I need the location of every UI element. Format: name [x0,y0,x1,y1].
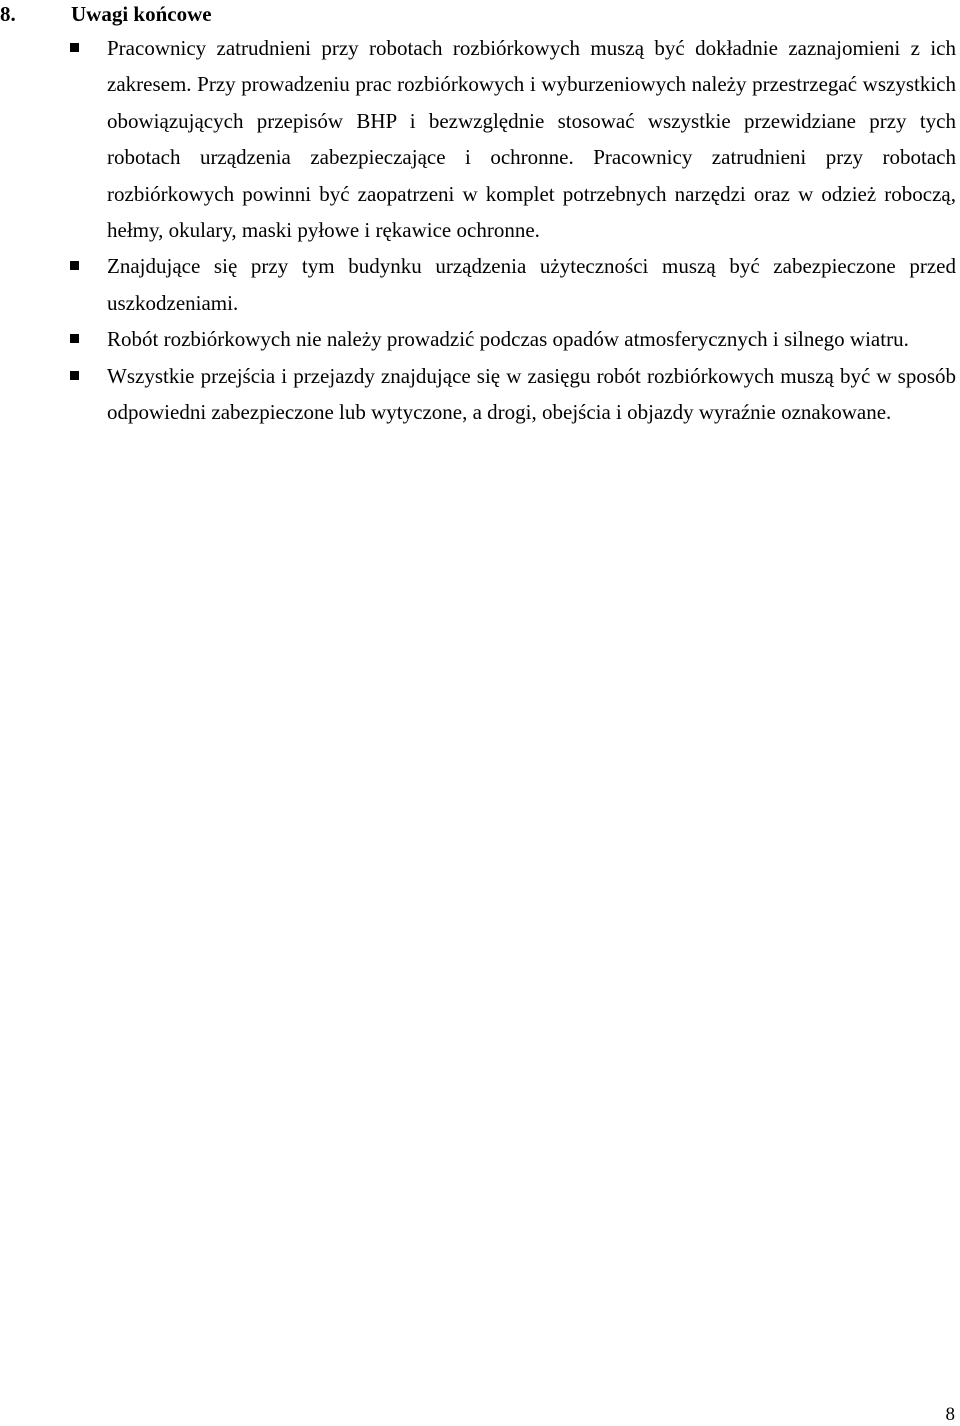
list-item [107,358,956,431]
list-item [107,30,956,248]
square-bullet-icon [70,261,79,270]
square-bullet-icon [70,334,79,343]
list-item-text: Wszystkie przejścia i przejazdy znajdujące się w zasięgu robót rozbiórkowych muszą być w sposób odpowiedni zabezpieczone lub wytyczone, a drogi, obejścia i objazdy wyraźnie oznakowane. [107,363,956,425]
list-item-text: Pracownicy zatrudnieni przy robotach rozbiórkowych muszą być dokładnie zaznajomieni z ich zakresem. Przy prowadzeniu prac rozbiórkowych i wyburzeniowych należy przestrzegać wszystkich obowiązujących przepisów BHP i bezwzględnie stosować wszystkie przewidziane przy tych robotach urządzenia zabezpieczające i ochronne. Pracownicy zatrudnieni przy robotach rozbiórkowych powinni być zaopatrzeni w komplet potrzebnych narzędzi oraz w odzież roboczą, hełmy, okulary, maski pyłowe i rękawice ochronne. [107,36,956,243]
square-bullet-icon [70,43,79,52]
page-number: 8 [945,1404,955,1425]
list-item-text: Robót rozbiórkowych nie należy prowadzić podczas opadów atmosferycznych i silnego wiatru. [107,327,909,352]
list-item [107,321,956,357]
section-number: 8. [0,2,16,26]
bullet-list [107,30,956,430]
list-item-text: Znajdujące się przy tym budynku urządzenia użyteczności muszą być zabezpieczone przed uszkodzeniami. [107,254,956,315]
list-item [107,248,956,321]
square-bullet-icon [70,371,79,380]
section-title: Uwagi końcowe [71,2,212,26]
